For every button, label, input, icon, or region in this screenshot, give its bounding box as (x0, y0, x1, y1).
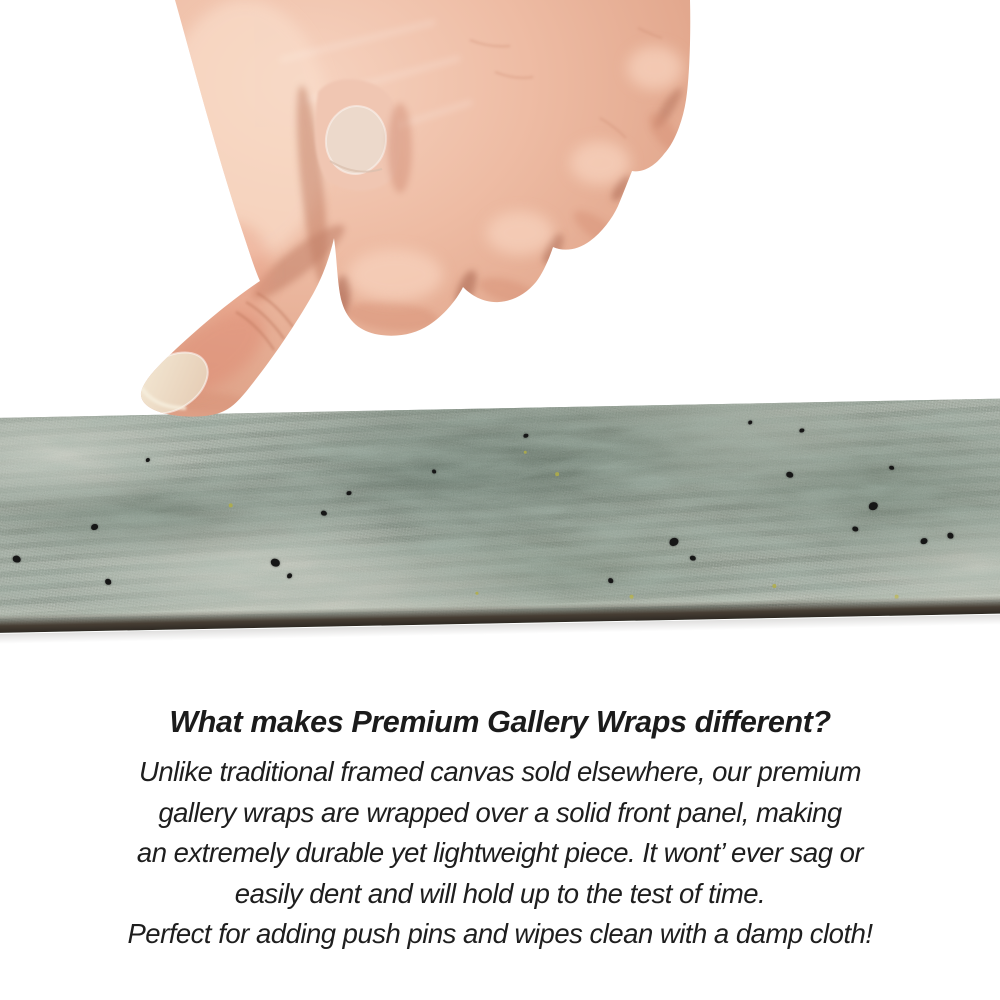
body-line-1: Unlike traditional framed canvas sold elsewhere, our premium (138, 756, 861, 787)
canvas-edge-strip (0, 398, 1000, 633)
hand-pressing-canvas (0, 0, 1000, 432)
body-line-2: gallery wraps are wrapped over a solid front panel, making (158, 796, 842, 828)
info-text-block (0, 701, 1000, 955)
body-line-3: an extremely durable yet lightweight piece. It wont’ ever sag or (136, 837, 864, 868)
headline: What makes Premium Gallery Wraps different? (169, 705, 831, 739)
body-line-4: easily dent and will hold up to the test of time. (234, 877, 766, 909)
body-line-5: Perfect for adding push pins and wipes clean with a damp cloth! (127, 918, 873, 949)
